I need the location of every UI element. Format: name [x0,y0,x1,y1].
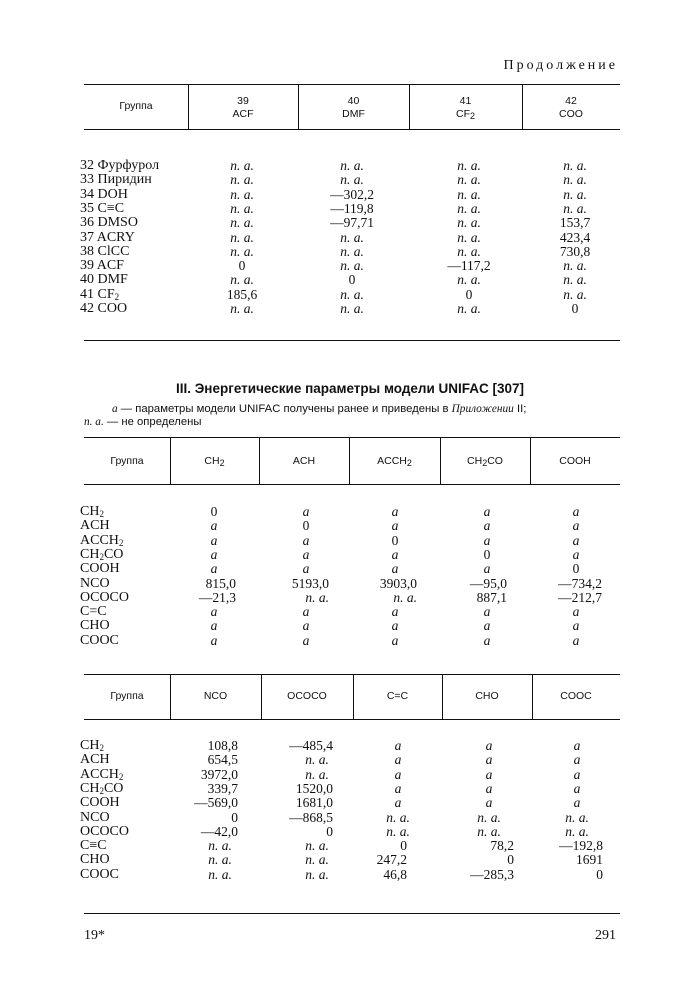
table-3-cell: n. a. [305,752,329,768]
table-3-cell: 0 [400,838,407,854]
table-1-cell: n. a. [340,229,364,245]
note-appendix: Приложении [451,403,514,415]
table-1-row-label: 41 $CF_2$ [80,286,120,302]
table-1-cell: n. a. [457,172,481,188]
table-3-cell: —485,4 [289,738,333,753]
table-1-cell: n. a. [563,186,587,202]
table-2-row-label: COOH [80,561,120,577]
table-2-cell: a [483,532,491,548]
table-1-cell: n. a. [340,286,364,302]
table-3-cell: a [573,752,581,768]
table-2-col-label: COOH [559,455,591,467]
table-3-cell: n. a. [208,838,232,854]
table-3-cell: n. a. [477,823,501,839]
table-1-cell: 423,4 [559,229,591,245]
table-2-row-label: $CH_2CO$ [80,546,124,562]
table-1-cell: n. a. [457,186,481,202]
table-1-row-label: 40 DMF [80,272,128,288]
table-1-cell: n. a. [457,301,481,316]
table-3-row-label: C≡C [80,838,107,854]
table-2-cell: a [302,546,310,562]
table-1-cell: n. a. [230,272,254,288]
table-3-row-label: CHO [80,852,110,868]
table-1-cell: n. a. [457,158,481,173]
table-2-col-label: $CH_2$ [204,455,225,468]
table-2-cell: a [302,604,310,620]
table-3-cell: 1681,0 [295,795,333,811]
table-1-row-label: 33 Пиридин [80,172,152,188]
table-2-cell: a [210,618,218,634]
table-2-cell: a [572,604,580,620]
note-a-symbol: a [112,403,118,415]
table-2-row-label: C=C [80,604,107,620]
table-3-cell: a [394,780,402,796]
table-2-row-label: NCO [80,575,110,591]
table-3-cell: —192,8 [559,838,603,854]
table-1-cell: n. a. [340,158,364,173]
table-1-cell: 0 [348,272,356,288]
table-1-cell: n. a. [340,258,364,274]
table-2-cell: a [483,561,491,577]
table-1-cell: n. a. [563,258,587,274]
table-1-cell: 153,7 [559,215,591,231]
table-2-cell: a [210,532,218,548]
table-3-cell: 339,7 [207,780,238,796]
section-title-text: III. Энергетические параметры модели UNIFAC [307] [175,381,525,396]
table-2-row-label: CHO [80,618,110,634]
table-2-cell: —21,3 [198,589,236,605]
table-1-cell: n. a. [457,272,481,288]
table-2-cell: a [302,618,310,634]
table-1-row-label: 42 COO [80,301,128,316]
table-2-cell: a [391,561,399,577]
table-2-cell: 0 [302,518,310,534]
table-2-cell: a [391,504,399,519]
table-2-cell: 0 [391,532,399,548]
table-2-cell: a [572,518,580,534]
table-3-cell: 46,8 [383,866,407,882]
table-1-cell: n. a. [563,158,587,173]
table-2-cell: 0 [572,561,580,577]
table-2-cell: a [572,546,580,562]
table-1-cell: —97,71 [330,215,374,231]
table-1-row-label: 36 DMSO [80,215,138,231]
table-3-cell: 0 [231,809,238,825]
table-1-cell: 0 [571,301,579,316]
table-3-row-label: $ACCH_2$ [80,766,124,782]
table-2-row-label: $CH_2$ [80,504,104,519]
table-2-cell: a [391,618,399,634]
table-1-col-label: DMF [342,108,365,120]
table-1-col-number: 42 [565,95,577,107]
table-1-col-label: COO [559,108,583,120]
table-3-cell: —42,0 [200,823,238,839]
table-3-cell: a [573,795,581,811]
table-3-cell: 247,2 [376,852,407,868]
table-3-row-label: $CH_2$ [80,738,104,753]
table-2-cell: 0 [210,504,218,519]
table-3-cell: n. a. [305,852,329,868]
page-number: 291 [595,928,616,943]
table-3-cell: a [485,766,493,782]
table-3-cell: a [394,766,402,782]
table-2-row-label: $ACCH_2$ [80,532,124,548]
table-3-cell: 0 [596,866,603,882]
table-1-cell: n. a. [230,186,254,202]
table-2-col-label: ACH [292,455,316,467]
table-3-cell: 1520,0 [295,780,333,796]
table-1-cell: —119,8 [330,200,374,216]
note-na-symbol: n. a. [84,416,104,428]
table-2-row-label: ACH [80,518,110,534]
table-2-col-label: $ACCH_2$ [377,455,412,468]
table-3-col-label: CHO [475,690,499,702]
table-1-cell: n. a. [563,200,587,216]
table-2-cell: a [302,504,310,519]
table-1-cell: —302,2 [330,186,374,202]
table-3-cell: a [394,752,402,768]
table-1-cell: n. a. [457,215,481,231]
table-1-cell: n. a. [230,172,254,188]
table-1-cell: —117,2 [447,258,491,274]
table-2-cell: a [483,604,491,620]
table-2-cell: —95,0 [469,575,507,591]
table-3-cell: a [573,738,581,753]
table-2-cell: —212,7 [558,589,602,605]
table-1-cell: n. a. [340,243,364,259]
table-3-row-label: $CH_2CO$ [80,780,124,796]
note-a-text: — параметры модели UNIFAC получены ранее и приведены в [117,403,452,415]
table-1-cell: n. a. [230,301,254,316]
table-1-cell: 0 [238,258,246,274]
table-1-cell: 0 [465,286,473,302]
table-2-cell: a [302,632,310,648]
table-3-cell: 1691 [576,852,603,868]
table-1-cell: n. a. [230,229,254,245]
table-2-cell: a [210,604,218,620]
table-2-cell: a [391,518,399,534]
table-3-row-label: COOC [80,866,119,882]
table-3-cell: 3972,0 [200,766,238,782]
table-1-col-label: $CF_2$ [455,108,475,121]
table-2-cell: a [483,518,491,534]
continuation-label: Продолжение [503,58,618,73]
table-2-cell: n. a. [305,589,329,605]
table-3-cell: n. a. [386,823,410,839]
table-2-cell: a [302,532,310,548]
table-3-cell: a [573,780,581,796]
note-na-text: — не определены [103,416,202,428]
table-3-cell: n. a. [305,866,329,882]
signature-mark: 19* [84,928,105,943]
table-1-cell: 730,8 [559,243,591,259]
table-1-cell: n. a. [340,172,364,188]
table-1-row-label: 35 C≡C [80,200,125,216]
table-2-cell: a [391,632,399,648]
table-2-cell: a [391,604,399,620]
table-3-cell: 108,8 [207,738,238,753]
table-3-cell: n. a. [477,809,501,825]
table-2-cell: a [572,618,580,634]
table-1-row-label: 39 ACF [80,258,124,274]
table-3-cell: n. a. [305,766,329,782]
table-2-cell: a [210,546,218,562]
table-2-header-group: Группа [110,455,144,467]
table-1-cell: n. a. [563,272,587,288]
table-2-cell: a [210,561,218,577]
table-1-cell: n. a. [457,229,481,245]
table-1-cell: n. a. [457,200,481,216]
table-3-cell: 78,2 [490,838,514,854]
table-3-cell: a [394,795,402,811]
table-2-cell: a [483,632,491,648]
table-3-cell: 0 [507,852,514,868]
table-1-col-number: 39 [237,95,249,107]
table-2-cell: a [572,504,580,519]
table-2-col-label: $CH_2CO$ [467,455,503,468]
table-3-row-label: NCO [80,809,110,825]
table-2-row-label: OCOCO [80,589,130,605]
table-1-cell: n. a. [340,301,364,316]
table-3-row-label: COOH [80,795,120,811]
table-2-cell: a [210,632,218,648]
table-2-cell: a [572,532,580,548]
table-3-cell: a [485,780,493,796]
table-1-col-label: ACF [232,108,254,120]
note-appendix-num: II; [513,403,527,415]
table-2-cell: a [391,546,399,562]
table-2-cell: a [572,632,580,648]
table-2-cell: 815,0 [205,575,236,591]
table-1-cell: n. a. [457,243,481,259]
table-3-cell: a [573,766,581,782]
table-1-row-label: 32 Фурфурол [80,158,160,173]
section-note [84,403,527,429]
table-2-row-label: COOC [80,632,119,648]
table-3-header-group: Группа [110,690,144,702]
table-2-cell: 0 [483,546,491,562]
section-title [0,381,700,396]
table-3-row-label: ACH [80,752,110,768]
table-1-cell: n. a. [230,243,254,259]
table-3-cell: —868,5 [289,809,333,825]
table-2-cell: a [483,504,491,519]
table-3-col-label: COOC [560,690,592,702]
table-3-row-label: OCOCO [80,823,130,839]
table-2-cell: a [483,618,491,634]
table-2-cell: —734,2 [558,575,602,591]
table-1-row-label: 34 DOH [80,186,128,202]
table-3-col-label: C=C [386,690,409,702]
table-3-cell: 0 [326,823,333,839]
table-1-header-group: Группа [119,100,153,112]
table-3-cell: a [485,795,493,811]
table-3-cell: n. a. [208,866,232,882]
table-3-cell: a [394,738,402,753]
table-3-cell: —569,0 [194,795,238,811]
table-2-cell: 3903,0 [379,575,417,591]
table-1-cell: n. a. [230,158,254,173]
table-1-col-number: 41 [459,95,472,107]
table-2-cell: 5193,0 [291,575,329,591]
table-1-cell: n. a. [230,200,254,216]
table-3-cell: n. a. [565,823,589,839]
table-3-cell: n. a. [208,852,232,868]
table-2-cell: a [302,561,310,577]
table-1-row-label: 38 ClCC [80,243,130,259]
table-3-cell: a [485,738,493,753]
table-3-cell: a [485,752,493,768]
table-3-cell: n. a. [386,809,410,825]
table-3-cell: 654,5 [207,752,238,768]
table-1-cell: n. a. [230,215,254,231]
table-3-cell: n. a. [565,809,589,825]
table-3-col-label: NCO [203,690,228,702]
table-1-col-number: 40 [347,95,360,107]
table-2-cell: 887,1 [476,589,507,605]
table-1-cell: n. a. [563,172,587,188]
table-2-cell: n. a. [393,589,417,605]
table-1-row-label: 37 ACRY [80,229,135,245]
table-3-col-label: OCOCO [287,690,327,702]
table-3-cell: n. a. [305,838,329,854]
table-2-cell: a [210,518,218,534]
table-3-cell: —285,3 [470,866,514,882]
table-1-cell: 185,6 [226,286,258,302]
table-1-cell: n. a. [563,286,587,302]
